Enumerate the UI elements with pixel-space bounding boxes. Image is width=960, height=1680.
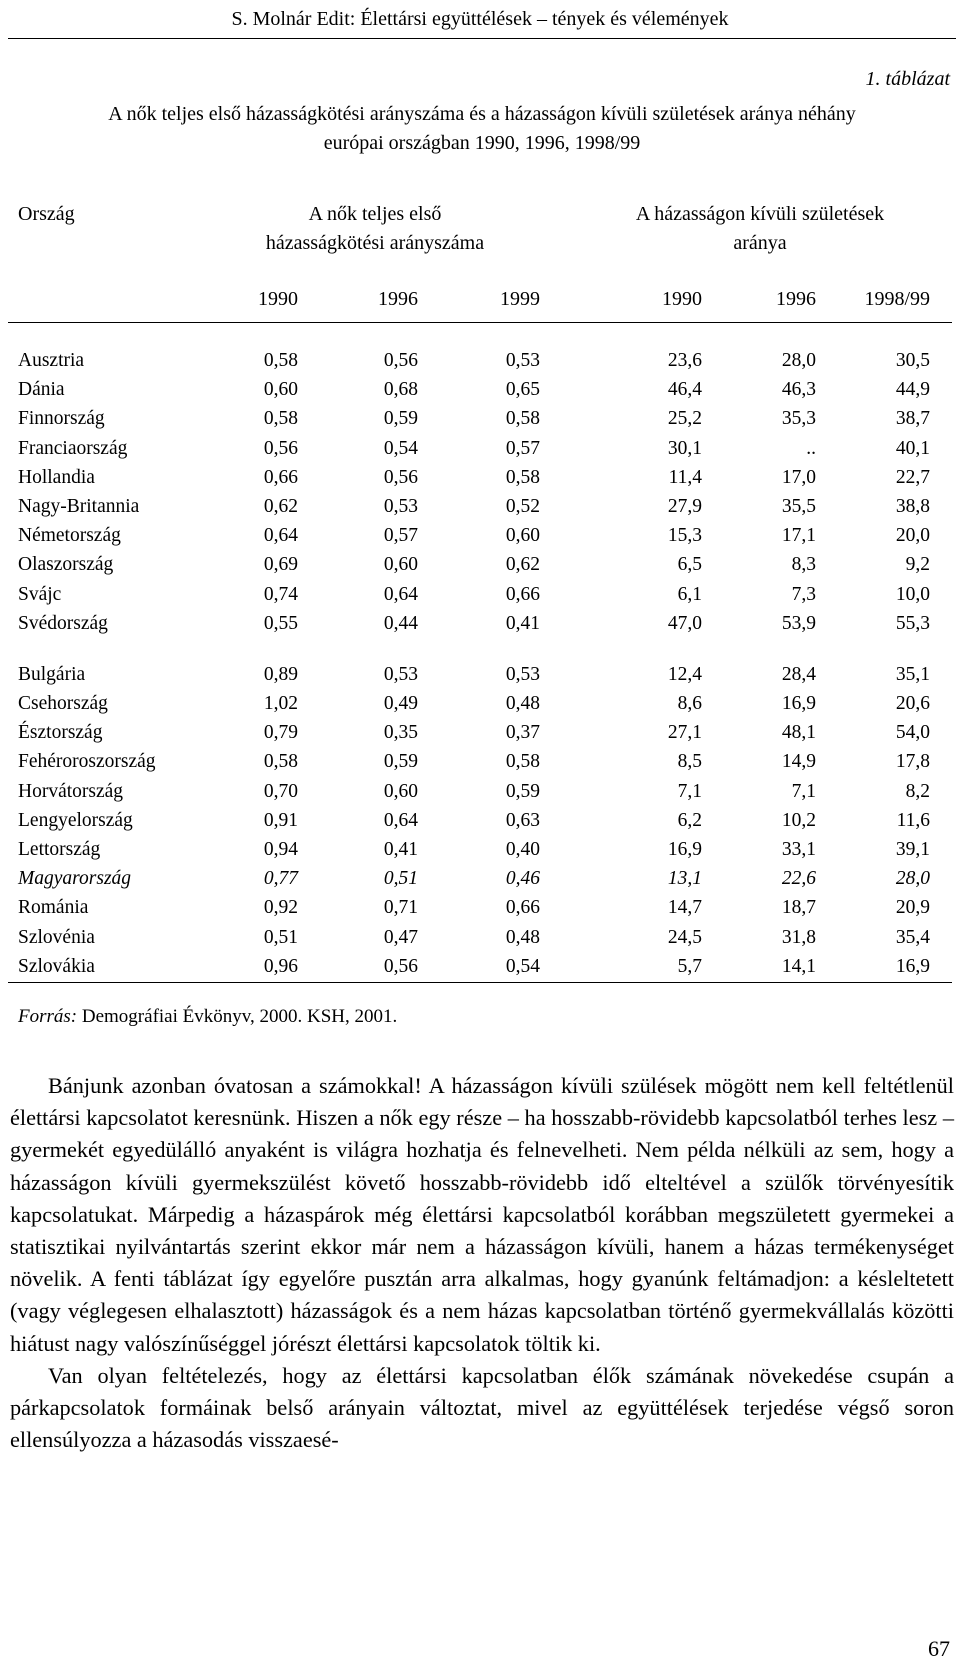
- value-cell: 0,94: [263, 839, 298, 860]
- value-cell: 0,37: [505, 722, 540, 744]
- value-cell: 0,68: [383, 379, 418, 401]
- value-cell: 0,56: [263, 437, 298, 459]
- year-header: 1999: [500, 288, 540, 310]
- year-header: 1996: [378, 288, 418, 310]
- value-cell: 22,6: [781, 868, 816, 890]
- table-row: [0, 438, 960, 467]
- value-cell: 38,7: [895, 408, 930, 430]
- value-cell: 28,0: [895, 868, 930, 890]
- value-cell: 16,9: [895, 955, 930, 977]
- value-cell: 14,9: [781, 751, 816, 773]
- value-cell: 0,53: [505, 350, 540, 371]
- value-cell: 7,1: [791, 780, 816, 802]
- table-row: [0, 379, 960, 408]
- country-cell: Nagy-Britannia: [18, 495, 140, 517]
- value-cell: 0,58: [505, 466, 540, 488]
- value-cell: 20,0: [895, 525, 930, 547]
- country-cell: Bulgária: [18, 663, 86, 685]
- value-cell: 6,1: [677, 583, 702, 605]
- table-row: [0, 408, 960, 437]
- country-cell: Hollandia: [18, 466, 95, 488]
- country-cell: Dánia: [18, 379, 65, 401]
- value-cell: 0,58: [263, 350, 298, 371]
- table-row: [0, 613, 960, 642]
- value-cell: 46,4: [667, 379, 702, 401]
- value-cell: 0,65: [505, 379, 540, 401]
- value-cell: 24,5: [667, 926, 702, 948]
- value-cell: 12,4: [667, 663, 702, 685]
- value-cell: 14,7: [667, 897, 702, 919]
- value-cell: 1,02: [263, 693, 298, 715]
- value-cell: 25,2: [667, 408, 702, 430]
- value-cell: 0,53: [383, 663, 418, 685]
- value-cell: 0,70: [263, 780, 298, 802]
- year-header: 1990: [258, 288, 298, 310]
- value-cell: 38,8: [895, 495, 930, 517]
- country-cell: Németország: [18, 525, 121, 547]
- value-cell: 11,4: [668, 466, 702, 488]
- value-cell: 16,9: [781, 693, 816, 715]
- table-source: [18, 1006, 397, 1028]
- value-cell: 28,0: [781, 350, 816, 371]
- value-cell: 0,56: [383, 350, 418, 371]
- value-cell: 27,9: [667, 495, 702, 517]
- value-cell: 0,48: [505, 693, 540, 715]
- value-cell: 8,5: [677, 751, 702, 773]
- body-text: [10, 1070, 954, 1456]
- value-cell: 0,44: [383, 612, 418, 634]
- column-group-marriage-rate-line-2: házasságkötési arányszáma: [265, 232, 485, 254]
- year-header: 1990: [662, 288, 702, 310]
- country-cell: Franciaország: [18, 437, 128, 459]
- country-cell: Olaszország: [18, 554, 114, 576]
- table-bottom-rule: [8, 982, 952, 983]
- value-cell: 17,0: [781, 466, 816, 488]
- value-cell: 35,1: [895, 663, 930, 685]
- country-cell: Svájc: [18, 583, 62, 605]
- value-cell: 47,0: [667, 612, 702, 634]
- value-cell: 10,0: [895, 583, 930, 605]
- country-cell: Horvátország: [18, 780, 124, 802]
- value-cell: 0,57: [505, 437, 540, 459]
- table-title-line-1: A nők teljes első házasságkötési arányszáma és a házasságon kívüli születések aránya néhány: [108, 103, 856, 125]
- source-text: Demográfiai Évkönyv, 2000. KSH, 2001.: [81, 1006, 398, 1027]
- value-cell: 39,1: [895, 839, 930, 860]
- value-cell: 0,47: [383, 926, 418, 948]
- value-cell: 0,77: [263, 868, 298, 890]
- value-cell: 27,1: [667, 722, 702, 744]
- value-cell: 53,9: [781, 612, 816, 634]
- value-cell: 14,1: [781, 955, 816, 977]
- column-group-extramarital-births-line-2: aránya: [733, 232, 787, 254]
- value-cell: 0,64: [263, 525, 298, 547]
- value-cell: 0,53: [505, 663, 540, 685]
- value-cell: 0,71: [383, 897, 418, 919]
- table-row: [0, 927, 960, 956]
- year-header: 1998/99: [864, 288, 930, 310]
- value-cell: 33,1: [781, 839, 816, 860]
- value-cell: 17,1: [781, 525, 816, 547]
- value-cell: 40,1: [895, 437, 930, 459]
- value-cell: 7,3: [791, 583, 816, 605]
- row-group-gap: [0, 642, 960, 664]
- value-cell: 0,54: [505, 955, 540, 977]
- value-cell: 6,5: [677, 554, 702, 576]
- data-table: [0, 350, 960, 985]
- table-row: [0, 584, 960, 613]
- value-cell: 30,1: [667, 437, 702, 459]
- value-cell: 8,2: [905, 780, 930, 802]
- table-row: [0, 693, 960, 722]
- table-title: [8, 100, 956, 158]
- table-row: [0, 897, 960, 926]
- country-cell: Csehország: [18, 693, 108, 715]
- country-cell: Magyarország: [18, 868, 132, 890]
- value-cell: 31,8: [781, 926, 816, 948]
- value-cell: 0,59: [383, 408, 418, 430]
- value-cell: 0,89: [263, 663, 298, 685]
- column-group-marriage-rate-line-1: A nők teljes első: [308, 203, 442, 225]
- value-cell: 0,41: [505, 612, 540, 634]
- value-cell: 22,7: [895, 466, 930, 488]
- column-group-marriage-rate: [210, 200, 540, 258]
- value-cell: 0,59: [505, 780, 540, 802]
- value-cell: 54,0: [895, 722, 930, 744]
- source-label: Forrás:: [18, 1006, 78, 1027]
- table-number: 1. táblázat: [865, 68, 950, 90]
- value-cell: 0,41: [383, 839, 418, 860]
- country-cell: Finnország: [18, 408, 105, 430]
- table-row: [0, 839, 960, 868]
- value-cell: 0,58: [505, 751, 540, 773]
- value-cell: 0,64: [383, 583, 418, 605]
- year-header: 1996: [776, 288, 816, 310]
- column-group-extramarital-births-line-1: A házasságon kívüli születések: [635, 203, 885, 225]
- table-row: [0, 868, 960, 897]
- country-cell: Ausztria: [18, 350, 85, 371]
- value-cell: 0,66: [505, 897, 540, 919]
- value-cell: 55,3: [895, 612, 930, 634]
- value-cell: 6,2: [677, 809, 702, 831]
- value-cell: 9,2: [905, 554, 930, 576]
- value-cell: 0,58: [505, 408, 540, 430]
- table-row: [0, 525, 960, 554]
- value-cell: ..: [806, 437, 816, 459]
- paragraph-2: Van olyan feltételezés, hogy az élettársi kapcsolatban élők számának növekedése csupán a párkapcsolatok formáinak belső arányain változtat, mivel az együttélések terjedése végső soron ellensúlyozza a házasodás visszaesé-: [10, 1362, 954, 1453]
- column-header-country: Ország: [18, 203, 75, 225]
- value-cell: 8,6: [677, 693, 702, 715]
- value-cell: 0,51: [263, 926, 298, 948]
- value-cell: 46,3: [781, 379, 816, 401]
- value-cell: 0,49: [383, 693, 418, 715]
- value-cell: 5,7: [677, 955, 702, 977]
- value-cell: 0,35: [383, 722, 418, 744]
- value-cell: 0,60: [383, 780, 418, 802]
- value-cell: 30,5: [895, 350, 930, 371]
- table-row: [0, 810, 960, 839]
- value-cell: 0,56: [383, 466, 418, 488]
- value-cell: 10,2: [781, 809, 816, 831]
- value-cell: 0,60: [263, 379, 298, 401]
- page-number: 67: [928, 1636, 950, 1661]
- country-cell: Szlovákia: [18, 955, 95, 977]
- value-cell: 0,62: [263, 495, 298, 517]
- value-cell: 0,56: [383, 955, 418, 977]
- value-cell: 23,6: [667, 350, 702, 371]
- value-cell: 44,9: [895, 379, 930, 401]
- value-cell: 13,1: [667, 868, 702, 890]
- value-cell: 0,57: [383, 525, 418, 547]
- country-cell: Lettország: [18, 839, 101, 860]
- value-cell: 0,48: [505, 926, 540, 948]
- value-cell: 0,53: [383, 495, 418, 517]
- value-cell: 7,1: [677, 780, 702, 802]
- value-cell: 0,69: [263, 554, 298, 576]
- value-cell: 0,60: [505, 525, 540, 547]
- table-row: [0, 664, 960, 693]
- value-cell: 20,6: [895, 693, 930, 715]
- value-cell: 0,66: [505, 583, 540, 605]
- value-cell: 0,55: [263, 612, 298, 634]
- value-cell: 0,74: [263, 583, 298, 605]
- country-cell: Fehéroroszország: [18, 751, 156, 773]
- paragraph-1: Bánjunk azonban óvatosan a számokkal! A házasságon kívüli szülések mögött nem kell feltétlenül élettársi kapcsolatot keresnünk. Hiszen a nők egy része – ha hosszabb-rövidebb kapcsolatból terhes lesz – gyermekét egyedülálló anyaként is világra hozhatja és felnevelheti. Nem példa nélküli az sem, hogy a házasságon kívüli gyermekszülést követő hosszabb-rövidebb idő elteltével a szülők törvényesítik kapcsolatukat. Márpedig a házaspárok még élettársi kapcsolatból korábban megszületett gyermekei a statisztikai nyilvántartás szerint ekkor már nem a házasságon kívüli, hanem a házas termékenységet növelik. A fenti táblázat így egyelőre pusztán arra alkalmas, hogy gyanúnk feltámadjon: a késleltetett (vagy véglegesen elhalasztott) házasságok és a nem házas kapcsolatban történő gyermekvállalás közötti hiátust nagy valószínűséggel jórészt élettársi kapcsolatok töltik ki.: [10, 1073, 954, 1356]
- table-row: [0, 722, 960, 751]
- value-cell: 0,46: [505, 868, 540, 890]
- value-cell: 0,66: [263, 466, 298, 488]
- value-cell: 0,54: [383, 437, 418, 459]
- running-head: S. Molnár Edit: Élettársi együttélések – tények és vélemények: [231, 8, 729, 30]
- value-cell: 15,3: [667, 525, 702, 547]
- table-row: [0, 350, 960, 379]
- value-cell: 0,92: [263, 897, 298, 919]
- country-cell: Románia: [18, 897, 89, 919]
- value-cell: 0,51: [383, 868, 418, 890]
- table-header-rule: [8, 322, 952, 323]
- value-cell: 17,8: [895, 751, 930, 773]
- country-cell: Szlovénia: [18, 926, 95, 948]
- value-cell: 35,3: [781, 408, 816, 430]
- value-cell: 0,60: [383, 554, 418, 576]
- value-cell: 0,96: [263, 955, 298, 977]
- value-cell: 0,63: [505, 809, 540, 831]
- country-cell: Észtország: [18, 722, 103, 744]
- value-cell: 28,4: [781, 663, 816, 685]
- header-rule: [8, 38, 956, 39]
- table-row: [0, 956, 960, 985]
- value-cell: 16,9: [667, 839, 702, 860]
- value-cell: 0,62: [505, 554, 540, 576]
- value-cell: 0,79: [263, 722, 298, 744]
- table-row: [0, 554, 960, 583]
- country-cell: Svédország: [18, 612, 108, 634]
- value-cell: 0,59: [383, 751, 418, 773]
- value-cell: 20,9: [895, 897, 930, 919]
- value-cell: 0,40: [505, 839, 540, 860]
- value-cell: 0,52: [505, 495, 540, 517]
- table-row: [0, 751, 960, 780]
- value-cell: 0,58: [263, 408, 298, 430]
- table-row: [0, 781, 960, 810]
- table-row: [0, 467, 960, 496]
- value-cell: 48,1: [781, 722, 816, 744]
- value-cell: 35,5: [781, 495, 816, 517]
- value-cell: 0,64: [383, 809, 418, 831]
- value-cell: 8,3: [791, 554, 816, 576]
- value-cell: 11,6: [896, 809, 930, 831]
- value-cell: 18,7: [781, 897, 816, 919]
- country-cell: Lengyelország: [18, 809, 133, 831]
- column-group-extramarital-births: [590, 200, 930, 258]
- value-cell: 0,58: [263, 751, 298, 773]
- value-cell: 0,91: [263, 809, 298, 831]
- table-row: [0, 496, 960, 525]
- value-cell: 35,4: [895, 926, 930, 948]
- table-title-line-2: európai országban 1990, 1996, 1998/99: [323, 132, 641, 154]
